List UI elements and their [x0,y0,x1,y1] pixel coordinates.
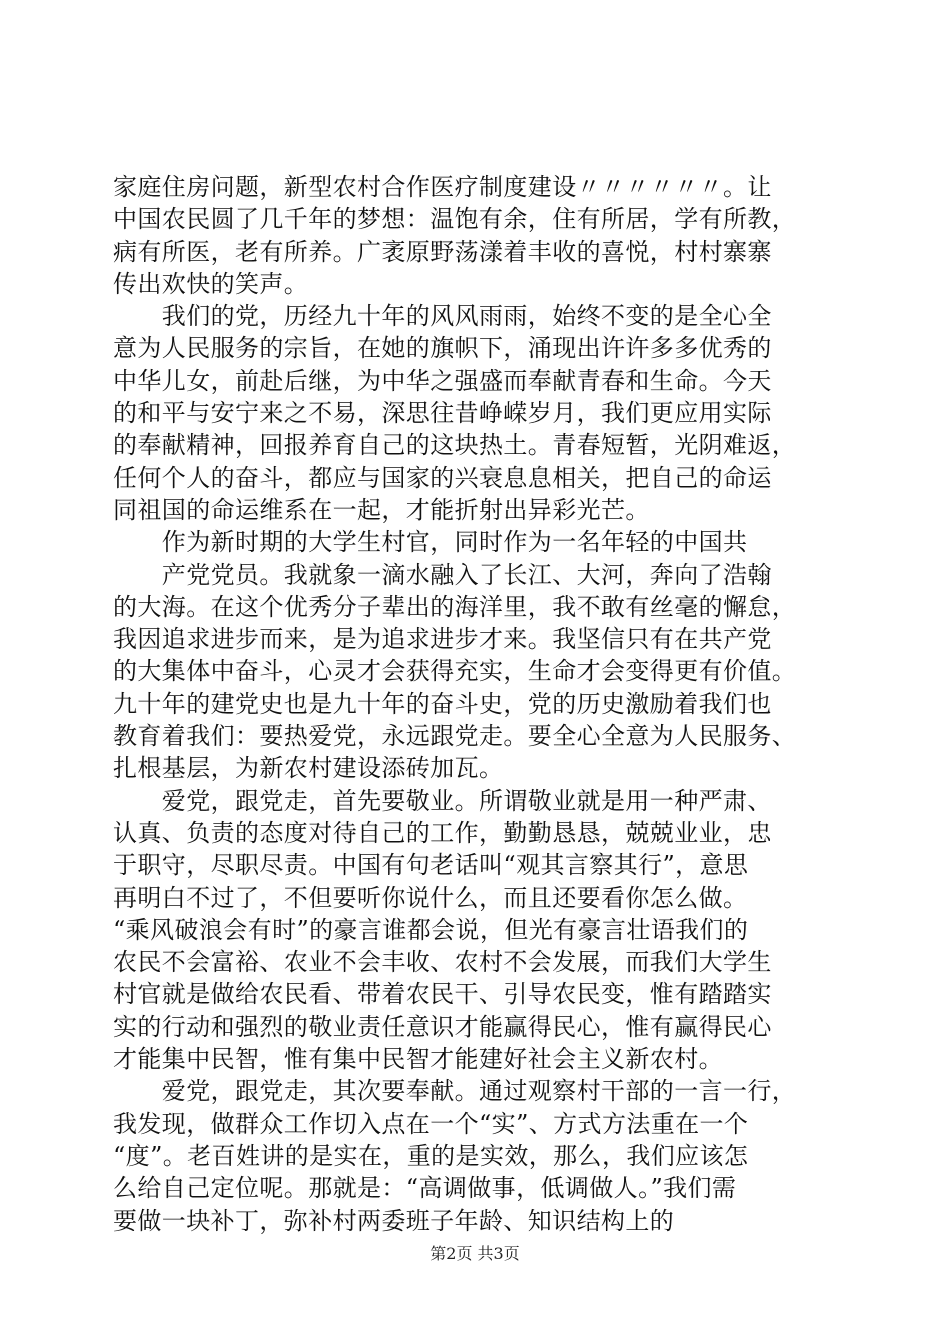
text-line: 于职守，尽职尽责。中国有句老话叫“观其言察其行”，意思 [113,851,749,880]
text-line: 教育着我们：要热爱党，永远跟党走。要全心全意为人民服务、 [113,722,797,751]
text-line: 爱党，跟党走，其次要奉献。通过观察村干部的一言一行， [113,1077,797,1106]
page-footer: 第2页 共3页 [430,1244,520,1263]
text-line: 再明白不过了，不但要听你说什么，而且还要看你怎么做。 [113,883,748,912]
text-line: 作为新时期的大学生村官，同时作为一名年轻的中国共 [113,528,748,557]
text-line: 我因追求进步而来，是为追求进步才来。我坚信只有在共产党 [113,625,772,654]
text-line: 意为人民服务的宗旨，在她的旗帜下，涌现出许许多多优秀的 [113,334,772,363]
text-line: 村官就是做给农民看、带着农民干、引导农民变，惟有踏踏实 [113,980,772,1009]
text-line: 认真、负责的态度对待自己的工作，勤勤恳恳，兢兢业业，忠 [113,818,772,847]
text-line: “度”。老百姓讲的是实在，重的是实效，那么，我们应该怎 [113,1141,749,1170]
text-line: 的奉献精神，回报养育自己的这块热土。青春短暂，光阴难返， [113,431,797,460]
text-line: 产党党员。我就象一滴水融入了长江、大河，奔向了浩翰 [113,560,772,589]
text-line: 农民不会富裕、农业不会丰收、农村不会发展，而我们大学生 [113,948,772,977]
text-line: 的和平与安宁来之不易，深思往昔峥嵘岁月，我们更应用实际 [113,399,772,428]
text-line: 任何个人的奋斗，都应与国家的兴衰息息相关，把自己的命运 [113,463,772,492]
text-line: 家庭住房问题，新型农村合作医疗制度建设〃〃〃〃〃〃。让 [113,173,772,201]
text-line: 要做一块补丁，弥补村两委班子年龄、知识结构上的 [113,1206,675,1235]
text-line: 同祖国的命运维系在一起，才能折射出异彩光芒。 [113,495,650,524]
text-line: 扎根基层，为新农村建设添砖加瓦。 [113,754,504,783]
text-line: 中国农民圆了几千年的梦想：温饱有余，住有所居，学有所教， [113,205,797,234]
text-line: 我发现，做群众工作切入点在一个“实”、方式方法重在一个 [113,1109,749,1138]
text-line: 病有所医，老有所养。广袤原野荡漾着丰收的喜悦，村村寨寨 [113,237,772,266]
text-line: 我们的党，历经九十年的风风雨雨，始终不变的是全心全 [113,302,772,331]
body-text [113,171,853,1237]
text-line: “乘风破浪会有时”的豪言谁都会说，但光有豪言壮语我们的 [113,915,749,944]
text-line: 的大集体中奋斗，心灵才会获得充实，生命才会变得更有价值。 [113,657,797,686]
text-line: 才能集中民智，惟有集中民智才能建好社会主义新农村。 [113,1045,723,1074]
text-line: 九十年的建党史也是九十年的奋斗史，党的历史激励着我们也 [113,689,772,718]
text-line: 中华儿女，前赴后继，为中华之强盛而奉献青春和生命。今天 [113,366,772,395]
text-line: 实的行动和强烈的敬业责任意识才能赢得民心，惟有赢得民心 [113,1012,772,1041]
text-line: 的大海。在这个优秀分子辈出的海洋里，我不敢有丝毫的懈怠， [113,592,797,621]
text-line: 传出欢快的笑声。 [113,269,309,298]
text-line: 么给自己定位呢。那就是：“高调做事，低调做人。”我们需 [113,1174,737,1203]
text-line: 爱党，跟党走，首先要敬业。所谓敬业就是用一种严肃、 [113,786,772,815]
